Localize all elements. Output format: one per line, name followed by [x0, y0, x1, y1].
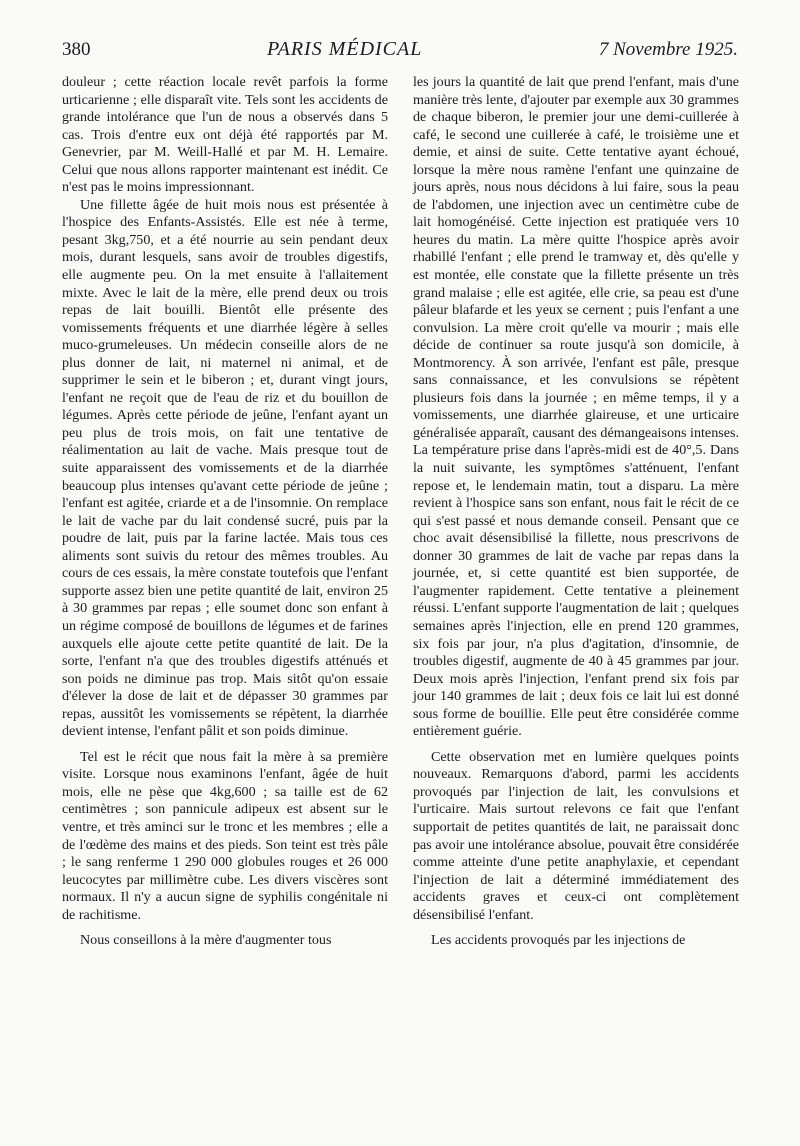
paragraph: douleur ; cette réaction locale revêt parfois la forme urticarienne ; elle disparaît vite. Tels sont les accidents de grande intolérance que l'un de nous a observés dans 5 cas. Trois d'entre eux ont déjà été rapportés par M. Genevrier, par M. Weill-Hallé et par M. H. Lemaire. Celui que nous allons rapporter maintenant est inédit. Ce n'est pas le moins impressionnant.	[62, 74, 388, 196]
journal-title: PARIS MÉDICAL	[266, 38, 423, 60]
paragraph: Tel est le récit que nous fait la mère à sa première visite. Lorsque nous examinons l'enfant, âgée de huit mois, elle ne pèse que 4kg,600 ; sa taille est de 62 centimètres ; son pannicule adipeux est absent sur le ventre, et très aminci sur le tronc et les membres ; elle a de l'œdème des mains et des pieds. Son teint est très pâle ; le sang renferme 1 290 000 globules rouges et 26 000 leucocytes par millimètre cube. Les divers viscères sont normaux. Il n'y a aucun signe de syphilis congénitale ni de rachitisme.	[62, 748, 388, 923]
paragraph: Cette observation met en lumière quelques points nouveaux. Remarquons d'abord, parmi les accidents provoqués par l'injection de lait, les convulsions et l'urticaire. Mais surtout relevons ce fait que l'enfant supportait de petites quantités de lait, ne paraissait donc pas avoir une intolérance absolue, pouvait être considérée comme atteinte d'une petite anaphylaxie, et cependant l'injection de lait a déterminé immédiatement des accidents graves et ceux-ci ont complètement désensibilisé l'enfant.	[413, 748, 739, 923]
left-column	[62, 74, 388, 950]
paragraph: Une fillette âgée de huit mois nous est présentée à l'hospice des Enfants-Assistés. Elle est née à terme, pesant 3kg,750, et a été nourrie au sein pendant deux mois, durant lesquels, sans avoir de troubles digestifs, elle augmente peu. On la met ensuite à l'allaitement mixte. Avec le lait de la mère, elle prend deux ou trois repas de lait bouilli. Bientôt elle présente des vomissements fréquents et une diarrhée légère à selles muco-grumeleuses. Un médecin conseille alors de ne plus donner de lait, ni maternel ni animal, et de supprimer le sein et le biberon ; et, durant vingt jours, l'enfant ne reçoit que de l'eau de riz et du bouillon de légumes. Après cette période de jeûne, l'enfant ayant un peu plus de trois mois, on fait une tentative de réalimentation au lait de vache. Mais presque tout de suite apparaissent des vomissements et de la diarrhée beaucoup plus intenses qu'avant cette période de jeûne ; l'enfant est agitée, criarde et a de l'insomnie. On remplace le lait de vache par du lait condensé sucré, puis par la poudre de lait, puis par la farine lactée. Mais tous ces aliments sont suivis du retour des mêmes troubles. Au cours de ces essais, la mère constate toutefois que l'enfant supporte assez bien une petite quantité de lait, environ 25 à 30 grammes par repas ; elle soumet donc son enfant à un régime composé de bouillons de légumes et de farines auxquels elle ajoute cette petite quantité de lait. De la sorte, l'enfant n'a que des troubles digestifs atténués et son poids ne diminue pas trop. Mais sitôt qu'on essaie d'élever la dose de lait et de dépasser 30 grammes par repas, aussitôt les vomissements se répètent, la diarrhée devient intense, l'enfant pâlit et son poids diminue.	[62, 196, 388, 740]
page-number: 380	[62, 39, 91, 60]
paragraph: Nous conseillons à la mère d'augmenter tous	[80, 932, 332, 949]
issue-date: 7 Novembre 1925.	[598, 39, 738, 60]
page-header	[62, 38, 738, 68]
right-column	[413, 74, 739, 950]
paragraph: les jours la quantité de lait que prend l'enfant, mais d'une manière très lente, d'ajouter par exemple aux 30 grammes de chaque biberon, le premier jour une demi-cuillerée à café, le second une cuillerée à café, le troisième une et demie, et ainsi de suite. Cette tentative ayant échoué, lorsque la mère nous ramène l'enfant une quinzaine de jours après, nous nous décidons à lui faire, sous la peau de l'abdomen, une injection avec un centimètre cube de lait homogénéisé. Cette injection est pratiquée vers 10 heures du matin. La mère quitte l'hospice après avoir rhabillé l'enfant ; elle prend le tramway et, dès qu'elle y est montée, elle constate que la fillette présente un très grand malaise ; elle est agitée, elle crie, sa peau est d'une pâleur blafarde et les yeux se cernent ; puis l'enfant a une convulsion. La mère croit qu'elle va mourir ; mais elle décide de continuer sa route jusqu'à son domicile, à Montmorency. À son arrivée, l'enfant est pâle, presque sans connaissance, et les convulsions se répètent plusieurs fois dans la journée ; en même temps, il y a vomissements, une diarrhée glaireuse, et une urticaire généralisée apparaît, causant des démangeaisons intenses. La température prise dans l'après-midi est de 40°,5. Dans la nuit suivante, les symptômes s'atténuent, l'enfant repose et, le lendemain matin, tout a disparu. La mère revient à l'hospice sans son enfant, nous fait le récit de ce qui s'est passé et nous demande conseil. Pensant que ce choc avait désensibilisé la fillette, nous prescrivons de donner 30 grammes de lait de vache par repas dans la journée, et, si cette quantité est bien supportée, de l'augmenter rapidement. Cette tentative a pleinement réussi. L'enfant supporte l'augmentation de lait ; quelques semaines après l'injection, elle en prend 120 grammes, six fois par jour, n'a plus d'agitation, d'insomnie, de troubles digestif, augmente de 40 à 45 grammes par jour. Deux mois après l'injection, l'enfant prend six fois par jour 140 grammes de lait ; deux fois ce lait lui est donné sous forme de bouillie. Elle peut être considérée comme entièrement guérie.	[413, 74, 739, 740]
paragraph: Les accidents provoqués par les injections de	[431, 932, 686, 949]
